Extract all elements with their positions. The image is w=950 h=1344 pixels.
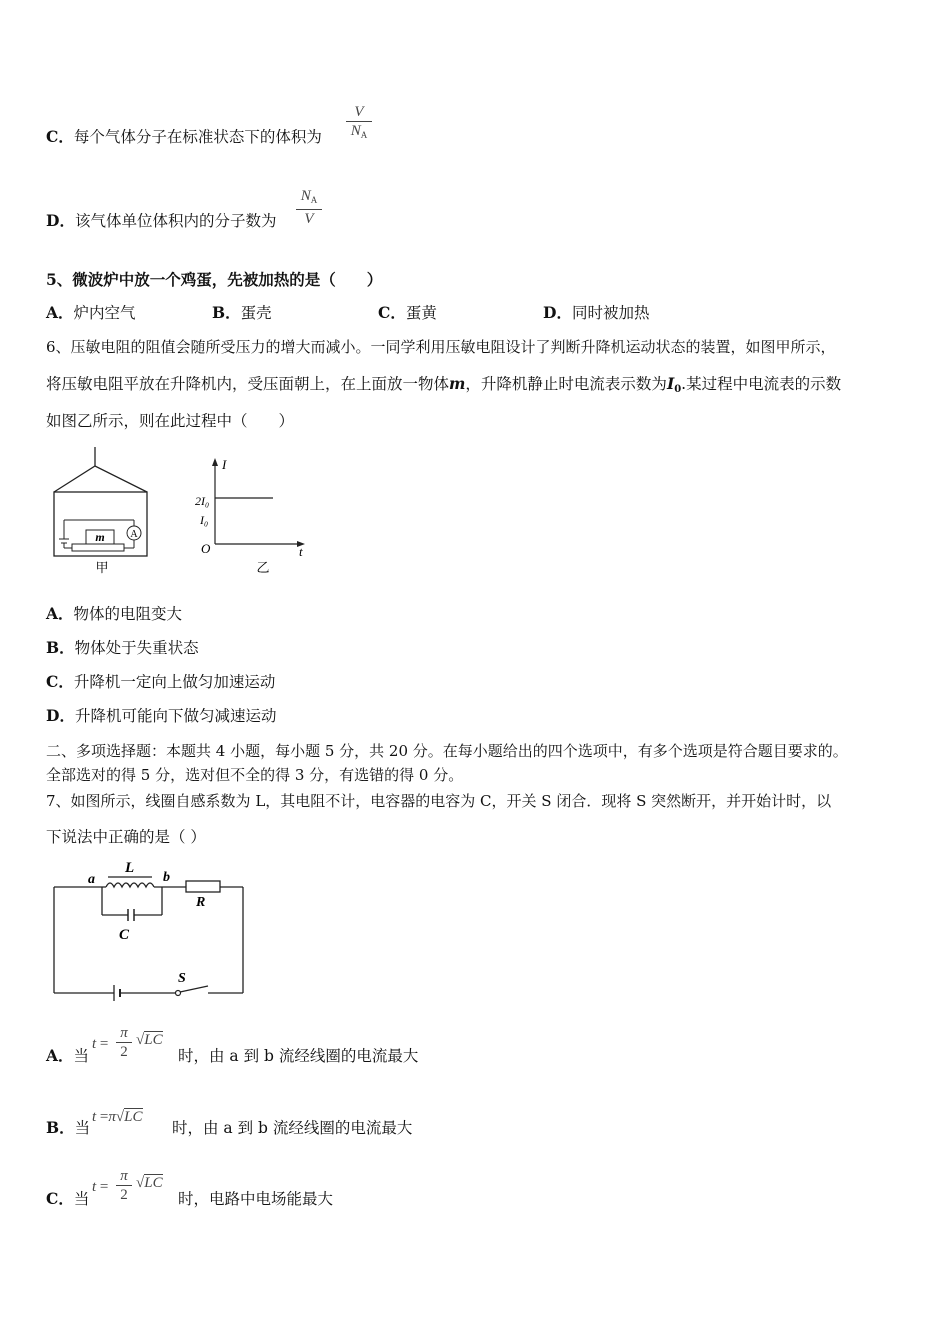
option-label: C． — [46, 127, 74, 146]
q7-option-c: C．当 — [46, 1189, 90, 1208]
capacitor-label: C — [119, 927, 130, 943]
switch-contact — [176, 991, 181, 996]
q7-option-b-suffix: 时，由 a 到 b 流经线圈的电流最大 — [172, 1119, 413, 1137]
tick-label-high: 2I₀ — [195, 494, 210, 508]
q7-a-sqrt: √LC — [136, 1032, 163, 1048]
q6-option-c: C．升降机一定向上做匀加速运动 — [46, 672, 276, 691]
option-label: D． — [46, 211, 75, 230]
q7-a-formula-t: t = — [92, 1036, 109, 1052]
q6-stem-line3: 如图乙所示，则在此过程中（ ） — [46, 412, 295, 430]
origin-label: O — [201, 541, 211, 556]
y-axis-label: I — [222, 457, 227, 472]
denominator: V — [304, 211, 314, 227]
q6-option-b: B．物体处于失重状态 — [46, 638, 199, 657]
mass-label: m — [95, 530, 105, 544]
switch-blade — [180, 986, 208, 992]
q7-c-fraction: π 2 — [116, 1167, 132, 1204]
section-2-heading-line2: 全部选对的得 5 分，选对但不全的得 3 分，有选错的得 0 分。 — [46, 766, 464, 784]
q7-c-formula-t: t = — [92, 1179, 109, 1195]
q7-stem-line2: 下说法中正确的是（ ） — [46, 828, 206, 846]
option-text: 该气体单位体积内的分子数为 — [74, 212, 277, 230]
option-text: 每个气体分子在标准状态下的体积为 — [73, 128, 322, 146]
q7-option-a-suffix: 时，由 a 到 b 流经线圈的电流最大 — [178, 1047, 419, 1065]
denominator: $N_A$ — [350, 123, 368, 140]
caption-jia: 甲 — [95, 560, 109, 575]
q5-stem: 5、微波炉中放一个鸡蛋，先被加热的是（ ） — [46, 270, 383, 289]
x-axis-label: t — [299, 544, 303, 559]
fraction-v-over-na — [346, 103, 372, 144]
q4-option-d — [46, 211, 276, 231]
caption-yi: 乙 — [256, 560, 270, 575]
q7-a-fraction: π 2 — [116, 1024, 132, 1061]
inductor-coil — [106, 883, 154, 887]
current-time-graph — [195, 452, 315, 577]
resistor-label: R — [196, 895, 206, 910]
q7-option-a: A．当 — [46, 1046, 90, 1065]
q7-option-b: B．当 — [46, 1118, 91, 1137]
elevator-circuit-diagram — [50, 444, 160, 579]
lc-circuit-diagram — [48, 855, 253, 1003]
fraction-na-over-v — [296, 187, 322, 228]
q7-option-c-suffix: 时，电路中电场能最大 — [178, 1190, 334, 1208]
q6-stem-line2: 将压敏电阻平放在升降机内，受压面朝上，在上面放一物体m，升降机静止时电流表示数为$I_0$.某过程中电流表的示数 — [46, 374, 842, 395]
q5-option-c: C．蛋黄 — [378, 303, 437, 322]
section-2-heading-line1: 二、多项选择题：本题共 4 小题，每小题 5 分，共 20 分。在每小题给出的四个选项中，有多个选项是符合题目要求的。 — [46, 742, 848, 760]
q5-option-b: B．蛋壳 — [212, 303, 272, 322]
switch-label: S — [178, 971, 186, 986]
node-a-label: a — [88, 872, 95, 887]
q6-stem-line1: 6、压敏电阻的阻值会随所受压力的增大而减小。一同学利用压敏电阻设计了判断升降机运动状态的装置，如图甲所示， — [46, 338, 836, 356]
q7-b-formula: t =π√LC — [92, 1109, 143, 1125]
q5-option-d: D．同时被加热 — [543, 303, 650, 322]
q7-stem-line1: 7、如图所示，线圈自感系数为 L，其电阻不计，电容器的电容为 C，开关 S 闭合．现将 S 突然断开，并开始计时，以 — [46, 792, 832, 810]
tick-label-low: I₀ — [200, 513, 209, 527]
inductor-label: L — [125, 860, 135, 876]
numerator: $N_A$ — [300, 188, 318, 205]
numerator: V — [354, 104, 364, 120]
resistor — [186, 881, 220, 892]
q5-option-a: A．炉内空气 — [46, 303, 136, 322]
q7-c-sqrt: √LC — [136, 1175, 163, 1191]
q4-option-c — [46, 127, 322, 147]
q6-option-a: A．物体的电阻变大 — [46, 604, 183, 623]
ammeter-label: A — [130, 529, 138, 540]
node-b-label: b — [163, 870, 170, 885]
q6-option-d: D．升降机可能向下做匀减速运动 — [46, 706, 277, 725]
